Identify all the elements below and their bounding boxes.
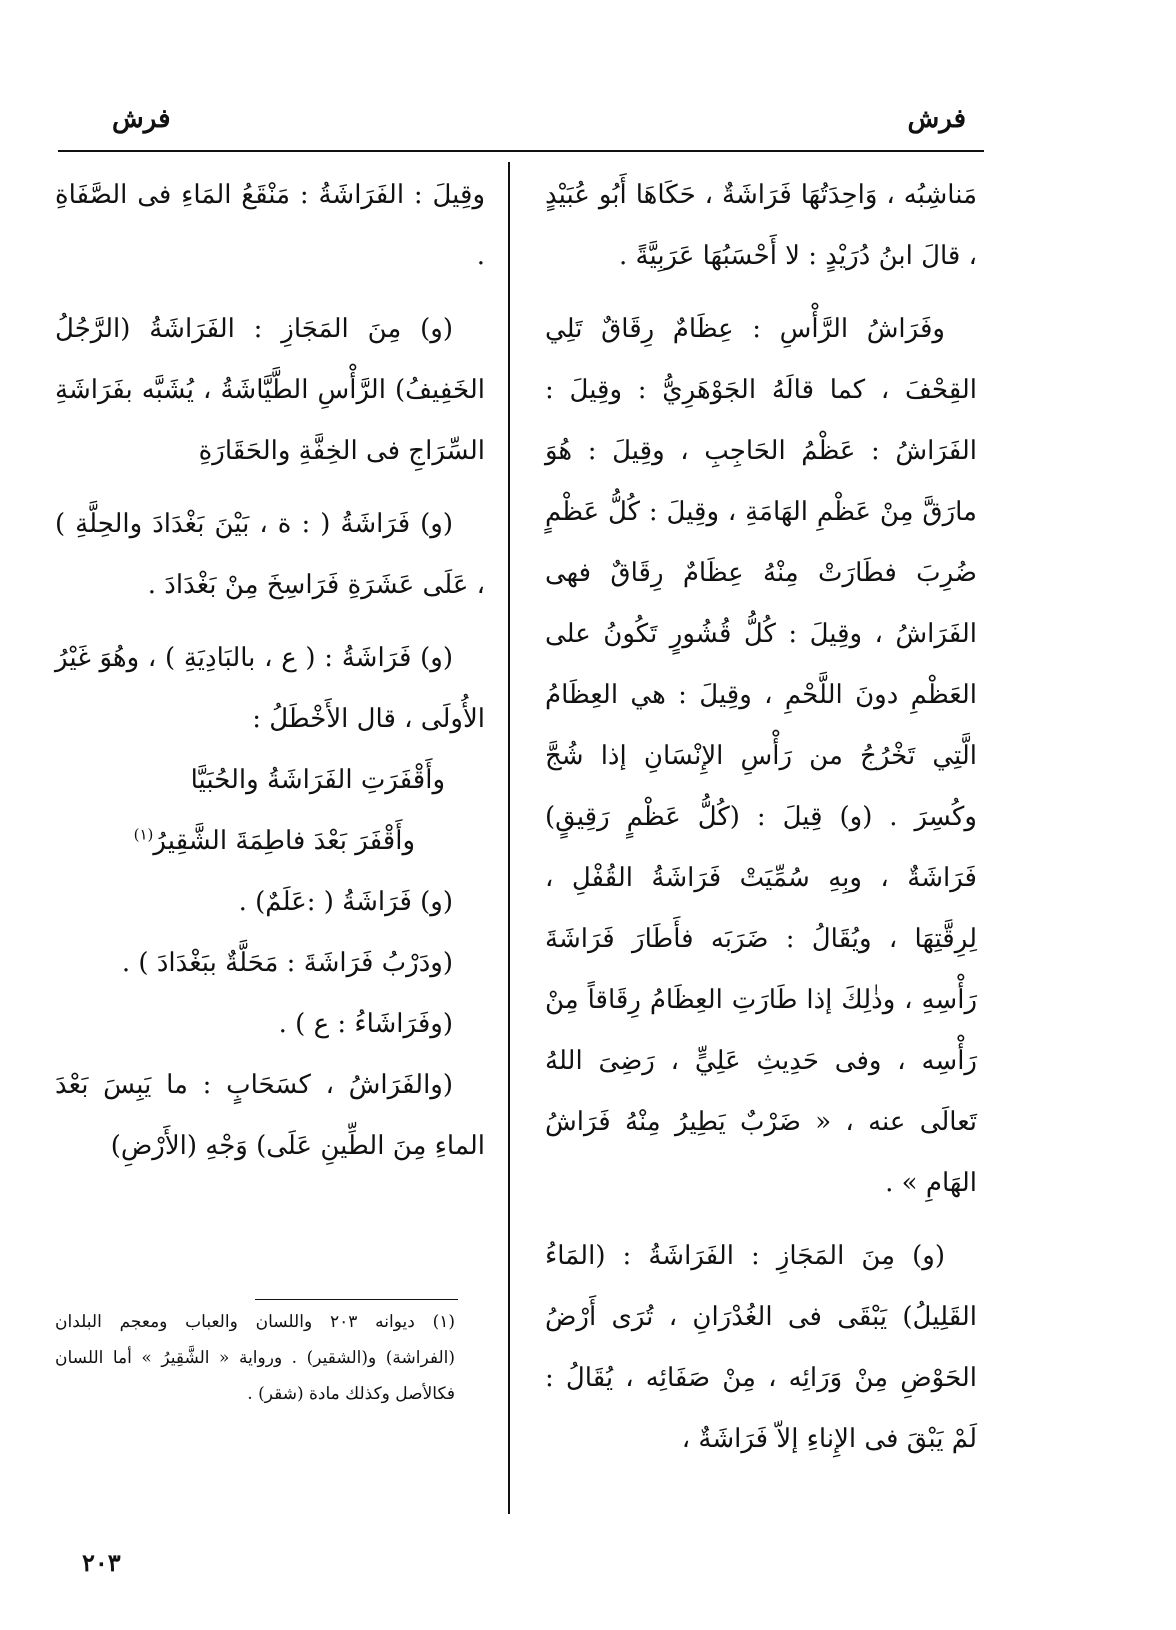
verse-line: وأَقْفَرَتِ الفَرَاشَةُ والحُبَيَّا	[190, 765, 445, 795]
entry-paragraph: (وفَرَاشَاءُ : ع ) .	[278, 1009, 453, 1039]
column-divider	[508, 162, 510, 1514]
footnote-marker: (١)	[133, 825, 154, 844]
entry-paragraph: وقِيلَ : الفَرَاشَةُ : مَنْقَعُ المَاءِ فى الصَّفَاةِ .	[55, 180, 485, 271]
entry-paragraph: وفَرَاشُ الرَّأْسِ : عِظَامٌ رِقَاقٌ تَلِي القِحْفَ ، كما قالَهُ الجَوْهَرِيُّ : وقِيلَ : الفَرَاشُ : عَظْمُ الحَاجِبِ ، وقِيلَ : هُوَ مارَقَّ مِنْ عَظْمِ الهَامَةِ ، وقِيلَ : كُلُّ عَظْمٍ ضُرِبَ فطَارَتْ مِنْهُ عِظَامٌ رِقَاقٌ فهى الفَرَاشُ ، وقِيلَ : كُلُّ قُشُورٍ تَكُونُ على العَظْمِ دونَ اللَّحْمِ ، وقِيلَ : هي العِظَامُ الَّتِي تَخْرُجُ من رَأْسِ الإِنْسَانِ إذا شُجَّ وكُسِرَ . (و) قِيلَ : (كُلُّ عَظْمٍ رَقِيقٍ) فَرَاشَةٌ ، وبِهِ سُمِّيَتْ فَرَاشَةُ القُفْلِ ، لِرِقَّتِهَا ، ويُقَالُ : ضَرَبَه فأَطَارَ فَرَاشَةَ رَأْسِهِ ، وذٰلِكَ إذا طَارَتِ العِظَامُ رِقَاقاً مِنْ رَأْسِه ، وفى حَدِيثِ عَلِيٍّ ، رَضِىَ اللهُ تَعالَى عنه ، « ضَرْبٌ يَطِيرُ مِنْهُ فَرَاشُ الهَامِ » .	[545, 314, 977, 1198]
right-column	[545, 165, 977, 1470]
header-rule	[58, 150, 984, 152]
running-head-left: فرش	[112, 104, 171, 134]
footnote-rule	[255, 1299, 458, 1300]
verse-line	[55, 811, 485, 872]
entry-paragraph: (و) فَرَاشَةُ : ( ع ، بالبَادِيَةِ ) ، وهُوَ غَيْرُ الأُولَى ، قال الأَخْطَلُ :	[55, 643, 485, 734]
entry-paragraph: (و) فَرَاشَةُ ( :عَلَمٌ) .	[238, 887, 453, 917]
entry-paragraph: (و) مِنَ المَجَازِ : الفَرَاشَةُ (الرَّجُلُ الخَفِيفُ) الرَّأْسِ الطَّيَّاشَةُ ، يُشَبَّه بفَرَاشَةِ السِّرَاجِ فى الخِفَّةِ والحَقَارَةِ	[55, 314, 485, 466]
footnote-text: (١) ديوانه ٢٠٣ واللسان والعباب ومعجم البلدان (الفراشة) و(الشقير) . ورواية « الشَّقِيرُ » أما اللسان فكالأصل وكذلك مادة (شقر) .	[55, 1312, 455, 1404]
left-column	[55, 165, 485, 1177]
entry-paragraph: مَناشِبُه ، وَاحِدَتُهَا فَرَاشَةٌ ، حَكَاهَا أَبُو عُبَيْدٍ ، قالَ ابنُ دُرَيْدٍ : لا أَحْسَبُهَا عَرَبِيَّةً .	[545, 180, 977, 271]
page-number: ٢٠٣	[82, 1548, 121, 1577]
running-head-right: فرش	[907, 104, 966, 134]
verse-text: وأَقْفَرَ بَعْدَ فاطِمَةَ الشَّقِيرُ	[153, 826, 415, 856]
entry-paragraph: (و) فَرَاشَةُ ( : ة ، بَيْنَ بَغْدَادَ والحِلَّةِ ) ، عَلَى عَشَرَةِ فَرَاسِخَ مِنْ بَغْدَادَ .	[55, 509, 485, 600]
footnote	[55, 1304, 455, 1412]
entry-paragraph: (و) مِنَ المَجَازِ : الفَرَاشَةُ : (المَاءُ القَلِيلُ) يَبْقَى فى الغُدْرَانِ ، تُرَى أَرْضُ الحَوْضِ مِنْ وَرَائِه ، مِنْ صَفَائِه ، يُقَالُ : لَمْ يَبْقَ فى الإِناءِ إلاّ فَرَاشَةٌ ،	[545, 1241, 977, 1454]
entry-paragraph: (والفَرَاشُ ، كسَحَابٍ : ما يَبِسَ بَعْدَ الماءِ مِنَ الطِّينِ عَلَى) وَجْهِ (الأَرْضِ)	[55, 1070, 485, 1161]
entry-paragraph: (ودَرْبُ فَرَاشَةَ : مَحَلَّةٌ ببَغْدَادَ ) .	[121, 948, 453, 978]
